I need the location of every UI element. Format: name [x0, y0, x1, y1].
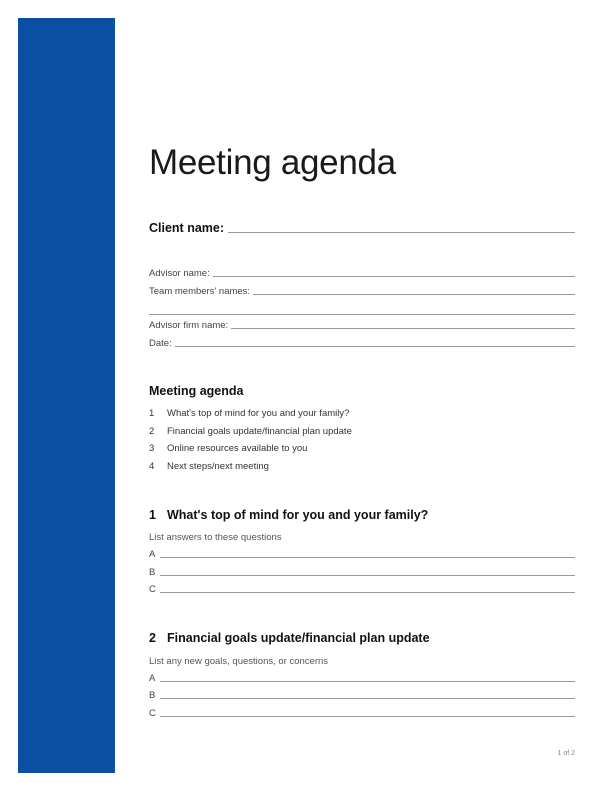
section-2-answer-c[interactable]: [149, 708, 575, 719]
agenda-heading: Meeting agenda: [149, 384, 244, 398]
agenda-item-text: What's top of mind for you and your family?: [167, 408, 350, 419]
section-1-answer-a[interactable]: [149, 549, 575, 560]
section-2-title: Financial goals update/financial plan update: [167, 631, 430, 645]
agenda-item-text: Financial goals update/financial plan update: [167, 426, 352, 437]
agenda-item-text: Online resources available to you: [167, 443, 308, 454]
advisor-name-label: Advisor name:: [149, 268, 210, 279]
section-1-number: 1: [149, 508, 156, 522]
team-members-label: Team members' names:: [149, 286, 251, 297]
agenda-item-text: Next steps/next meeting: [167, 461, 269, 472]
answer-label: C: [149, 708, 156, 719]
agenda-item-number: 2: [149, 426, 155, 437]
section-2-number: 2: [149, 631, 156, 645]
answer-label: B: [149, 567, 156, 578]
section-1-answer-c[interactable]: [149, 584, 575, 595]
page-number: 1 of 2: [557, 750, 575, 757]
section-1-heading: [149, 508, 428, 522]
section-2-answer-a[interactable]: [149, 673, 575, 684]
team-members-field[interactable]: [149, 286, 575, 297]
answer-line[interactable]: [160, 716, 575, 717]
team-members-extra-line[interactable]: [149, 314, 575, 315]
section-1-instruction: List answers to these questions: [149, 532, 282, 543]
section-2-answer-b[interactable]: [149, 690, 575, 701]
page-title: Meeting agenda: [149, 143, 396, 182]
answer-line[interactable]: [160, 557, 575, 558]
agenda-item-number: 1: [149, 408, 155, 419]
agenda-item: [149, 408, 349, 419]
client-name-field[interactable]: [149, 221, 575, 235]
section-2-heading: [149, 631, 430, 645]
client-name-line[interactable]: [228, 232, 575, 233]
date-label: Date:: [149, 338, 172, 349]
agenda-item: [149, 461, 269, 472]
agenda-item: [149, 443, 307, 454]
agenda-item: [149, 426, 352, 437]
answer-line[interactable]: [160, 681, 575, 682]
section-2-instruction: List any new goals, questions, or concerns: [149, 656, 329, 667]
advisor-firm-line[interactable]: [231, 328, 575, 329]
section-1-answer-b[interactable]: [149, 567, 575, 578]
advisor-firm-label: Advisor firm name:: [149, 320, 229, 331]
answer-label: B: [149, 690, 156, 701]
answer-label: C: [149, 584, 156, 595]
section-1-title: What's top of mind for you and your family?: [167, 508, 429, 522]
answer-line[interactable]: [160, 698, 575, 699]
team-members-line[interactable]: [253, 294, 575, 295]
answer-line[interactable]: [160, 592, 575, 593]
client-name-label: Client name:: [149, 221, 225, 235]
blue-sidebar: [18, 18, 115, 773]
advisor-firm-field[interactable]: [149, 320, 575, 331]
answer-line[interactable]: [160, 575, 575, 576]
answer-label: A: [149, 673, 156, 684]
agenda-item-number: 4: [149, 461, 155, 472]
agenda-item-number: 3: [149, 443, 155, 454]
advisor-name-field[interactable]: [149, 268, 575, 279]
date-line[interactable]: [175, 346, 575, 347]
date-field[interactable]: [149, 338, 575, 349]
answer-label: A: [149, 549, 156, 560]
advisor-name-line[interactable]: [213, 276, 575, 277]
